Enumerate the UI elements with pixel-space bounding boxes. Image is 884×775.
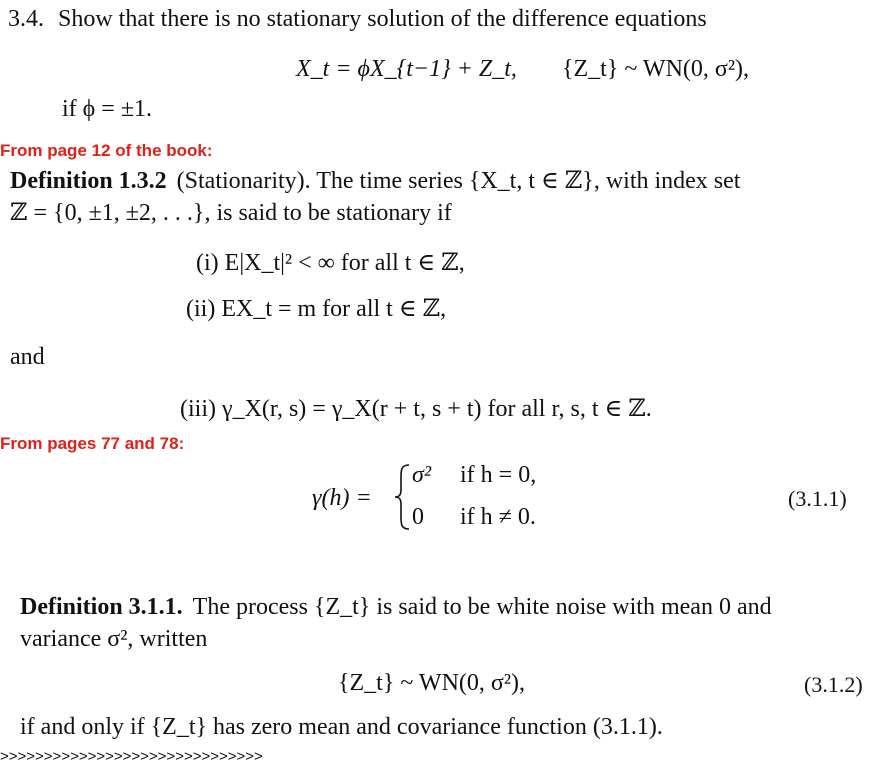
eq-3-1-1-case1-value: σ² [412,462,432,488]
definition-1-3-2-text1: (Stationarity). The time series {X_t, t ∈ ℤ}, with index set [176,168,741,194]
condition-ii: (ii) EX_t = m for all t ∈ ℤ, [186,296,447,322]
problem-equation-rhs: {Z_t} ~ WN(0, σ²), [562,56,750,82]
and-connector: and [10,344,45,370]
definition-1-3-2-line1 [10,166,876,196]
eq-3-1-1-case1-cond: if h = 0, [460,462,537,488]
source-label-page-12: From page 12 of the book: [0,141,213,160]
definition-1-3-2-line2: ℤ = {0, ±1, ±2, . . .}, is said to be stationary if [10,200,452,226]
eq-3-1-1-case2-cond: if h ≠ 0. [460,504,536,530]
definition-1-3-2-heading: Definition 1.3.2 [10,168,167,194]
definition-3-1-1-line1 [20,592,874,622]
definition-3-1-1-line3: if and only if {Z_t} has zero mean and covariance function (3.1.1). [20,714,663,740]
eq-3-1-1-case2-value: 0 [412,504,424,530]
definition-3-1-1-heading: Definition 3.1.1. [20,594,183,620]
footer-separator: >>>>>>>>>>>>>>>>>>>>>>>>>>>>>> [0,748,263,765]
left-brace-icon [393,462,413,532]
problem-condition: if ϕ = ±1. [62,96,152,122]
definition-3-1-1-text1: The process {Z_t} is said to be white noise with mean 0 and [192,594,772,620]
problem-equation-lhs: X_t = ϕX_{t−1} + Z_t, [296,56,517,82]
problem-statement: Show that there is no stationary solution of the difference equations [58,6,707,32]
eq-3-1-1-lhs: γ(h) = [312,485,372,511]
definition-3-1-1-line2: variance σ², written [20,626,208,652]
eq-3-1-2-number: (3.1.2) [804,672,863,697]
eq-3-1-2: {Z_t} ~ WN(0, σ²), [338,670,526,696]
problem-number: 3.4. [8,6,44,32]
condition-iii: (iii) γ_X(r, s) = γ_X(r + t, s + t) for all r, s, t ∈ ℤ. [180,396,652,422]
source-label-pages-77-78: From pages 77 and 78: [0,434,185,453]
condition-i: (i) E|X_t|² < ∞ for all t ∈ ℤ, [196,250,465,276]
eq-3-1-1-number: (3.1.1) [788,486,847,511]
problem-statement-line [8,4,874,34]
